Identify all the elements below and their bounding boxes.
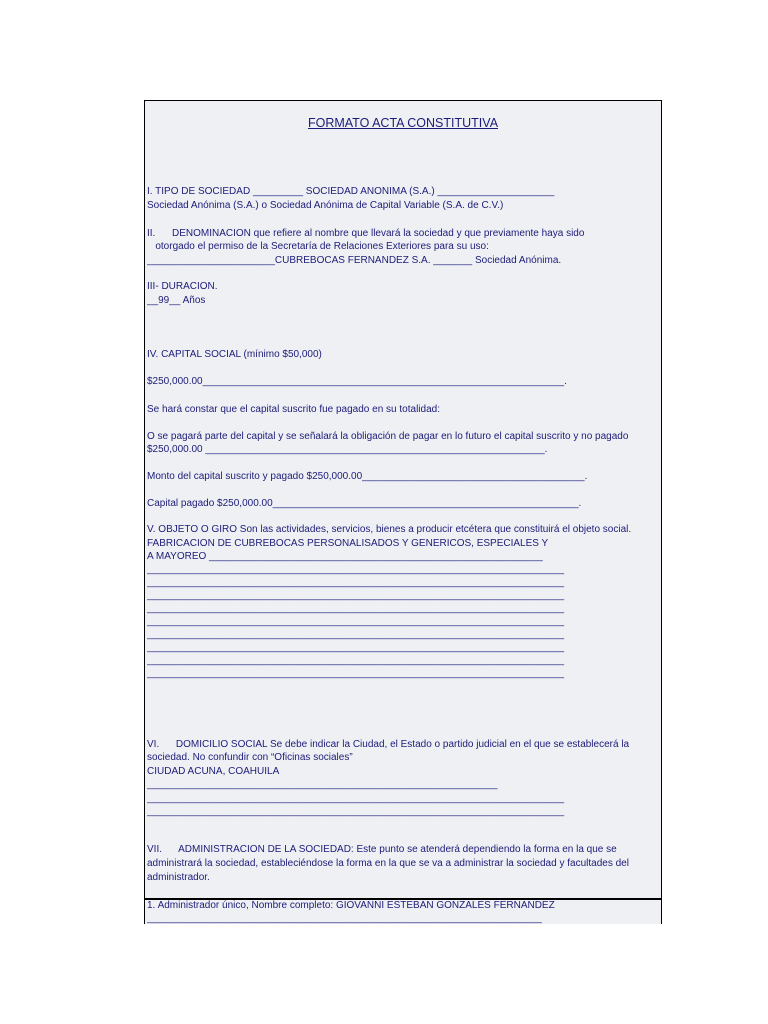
blank-line: ___________________________________________________________________________ xyxy=(147,806,565,817)
blank-line: ___________________________________________________________________________ xyxy=(147,629,565,640)
objeto-giro-heading: V. OBJETO O GIRO Son las actividades, servicios, bienes a producir etcétera que constituirá el objeto social. xyxy=(147,524,632,535)
administracion-heading: VII. ADMINISTRACION DE LA SOCIEDAD: Este punto se atenderá dependiendo la forma en la que se xyxy=(147,844,617,855)
capital-social-value: $250,000.00_________________________________________________________________. xyxy=(147,376,567,387)
capital-pagado-note: Se hará constar que el capital suscrito fue pagado en su totalidad: xyxy=(147,404,440,415)
monto-suscrito-line: Monto del capital suscrito y pagado $250,000.00________________________________________. xyxy=(147,471,588,482)
denominacion-value: _______________________CUBREBOCAS FERNANDEZ S.A. _______ Sociedad Anónima. xyxy=(147,255,562,266)
blank-line: ___________________________________________________________________________ xyxy=(147,655,565,666)
blank-line: ___________________________________________________________________________ xyxy=(147,616,565,627)
blank-line: ___________________________________________________________________________ xyxy=(147,590,565,601)
administracion-note: administrará la sociedad, estableciéndose la forma en la que se va a administrar la sociedad y facultades del xyxy=(147,858,629,869)
blank-line: _______________________________________________________________ xyxy=(147,779,498,790)
administrador-unico-line: 1. Administrador único, Nombre completo: GIOVANNI ESTEBAN GONZALES FERNANDEZ xyxy=(147,900,555,911)
blank-line: _______________________________________________________________________ xyxy=(147,913,542,924)
capital-social-heading: IV. CAPITAL SOCIAL (mínimo $50,000) xyxy=(147,349,322,360)
denominacion-line: II. DENOMINACION que refiere al nombre que llevará la sociedad y que previamente haya sido xyxy=(147,228,585,239)
blank-line: ___________________________________________________________________________ xyxy=(147,793,565,804)
blank-line: ___________________________________________________________________________ xyxy=(147,603,565,614)
objeto-giro-value-2: A MAYOREO ____________________________________________________________ xyxy=(147,551,543,562)
capital-parcial-note: O se pagará parte del capital y se señalará la obligación de pagar en lo futuro el capital suscrito y no pagado xyxy=(147,431,629,442)
capital-pagado-line: Capital pagado $250,000.00_______________________________________________________. xyxy=(147,498,582,509)
duracion-heading: III- DURACION. xyxy=(147,281,218,292)
blank-line: ___________________________________________________________________________ xyxy=(147,668,565,679)
objeto-giro-value: FABRICACION DE CUBREBOCAS PERSONALISADOS Y GENERICOS, ESPECIALES Y xyxy=(147,538,549,549)
domicilio-note: sociedad. No confundir con “Oficinas sociales” xyxy=(147,752,353,763)
capital-parcial-value: $250,000.00 _____________________________________________________________. xyxy=(147,444,548,455)
administracion-note-2: administrador. xyxy=(147,872,210,883)
document-title: FORMATO ACTA CONSTITUTIVA xyxy=(307,116,499,130)
blank-line: ___________________________________________________________________________ xyxy=(147,642,565,653)
tipo-sociedad-line: I. TIPO DE SOCIEDAD _________ SOCIEDAD ANONIMA (S.A.) _____________________ xyxy=(147,186,555,197)
blank-line: ___________________________________________________________________________ xyxy=(147,577,565,588)
document-sheet xyxy=(144,100,662,924)
tipo-sociedad-note: Sociedad Anónima (S.A.) o Sociedad Anónima de Capital Variable (S.A. de C.V.) xyxy=(147,200,504,211)
denominacion-line-2: otorgado el permiso de la Secretaría de Relaciones Exteriores para su uso: xyxy=(147,241,489,252)
domicilio-value: CIUDAD ACUÑA, COAHUILA xyxy=(147,766,280,777)
duracion-value: __99__ Años xyxy=(147,295,206,306)
blank-line: ___________________________________________________________________________ xyxy=(147,564,565,575)
domicilio-heading: VI. DOMICILIO SOCIAL Se debe indicar la Ciudad, el Estado o partido judicial en el que se establecerá la xyxy=(147,739,630,750)
